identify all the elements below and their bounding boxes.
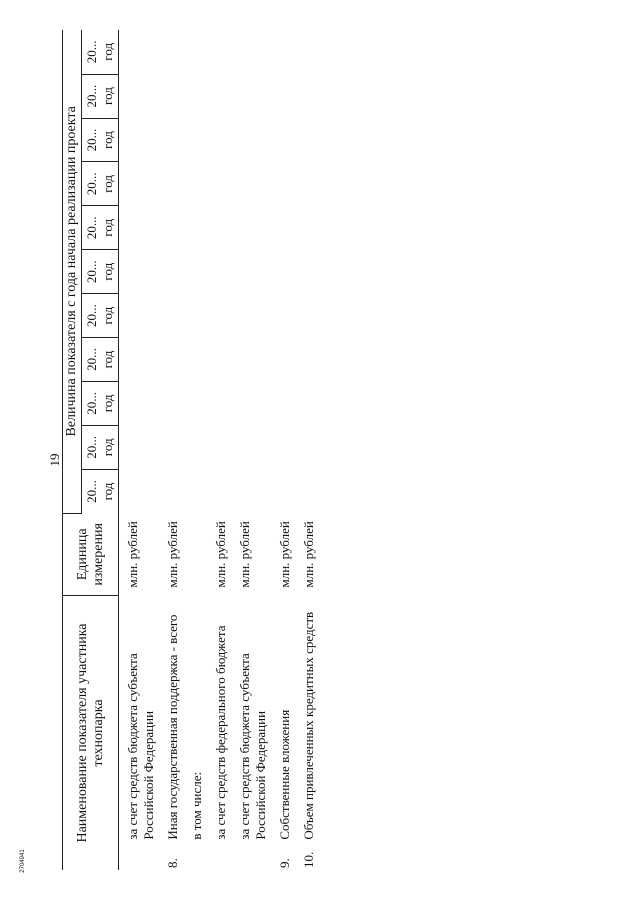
year-header: 20... год — [82, 338, 119, 382]
year-header: 20... год — [82, 162, 119, 206]
row-values-empty — [183, 30, 207, 513]
table-row — [295, 30, 319, 870]
row-unit — [183, 513, 207, 595]
row-name: Объем привлеченных кредитных средств — [301, 611, 316, 840]
table-row — [119, 30, 160, 870]
row-values-empty — [271, 30, 295, 513]
page-number: 19 — [47, 453, 62, 467]
year-header: 20... год — [82, 74, 119, 118]
row-name: Собственные вложения — [277, 709, 292, 840]
year-header: 20... год — [82, 30, 119, 74]
row-number: 8. — [165, 858, 180, 868]
row-values-empty — [231, 30, 271, 513]
row-number — [183, 844, 207, 870]
year-header: 20... год — [82, 294, 119, 338]
table-row — [271, 30, 295, 870]
document-code: 2704941 — [20, 849, 26, 873]
indicator-table — [62, 30, 319, 870]
row-name: за счет средств бюджета субъекта Российской Федерации — [125, 653, 156, 840]
year-header: 20... год — [82, 425, 119, 469]
year-header: 20... год — [82, 250, 119, 294]
row-unit: млн. рублей — [213, 521, 228, 588]
header-unit: Единица измерения — [63, 513, 119, 595]
table-row — [207, 30, 231, 870]
year-header: 20... год — [82, 381, 119, 425]
rotated-table-container — [62, 30, 582, 870]
row-name: в том числе: — [189, 771, 204, 840]
row-unit: млн. рублей — [301, 521, 316, 588]
row-name: за счет средств бюджета субъекта Российской Федерации — [237, 653, 268, 840]
year-header: 20... год — [82, 206, 119, 250]
row-name: за счет средств федерального бюджета — [213, 625, 228, 840]
table-row — [159, 30, 183, 870]
row-unit: млн. рублей — [277, 521, 292, 588]
row-values-empty — [295, 30, 319, 513]
year-header: 20... год — [82, 469, 119, 513]
row-number — [231, 844, 271, 870]
row-number: 10. — [301, 851, 316, 868]
header-indicator-name: Наименование показателя участника технопарка — [63, 596, 119, 870]
year-header: 20... год — [82, 118, 119, 162]
row-name: Иная государственная поддержка - всего — [165, 614, 180, 840]
row-unit: млн. рублей — [125, 521, 140, 588]
row-number — [119, 844, 160, 870]
table-row — [231, 30, 271, 870]
row-values-empty — [119, 30, 160, 513]
row-unit: млн. рублей — [165, 521, 180, 588]
row-unit: млн. рублей — [237, 521, 252, 588]
table-row — [183, 30, 207, 870]
row-number — [207, 844, 231, 870]
row-values-empty — [159, 30, 183, 513]
row-values-empty — [207, 30, 231, 513]
row-number: 9. — [277, 858, 292, 868]
header-value-group: Величина показателя с года начала реализации проекта — [63, 30, 82, 513]
